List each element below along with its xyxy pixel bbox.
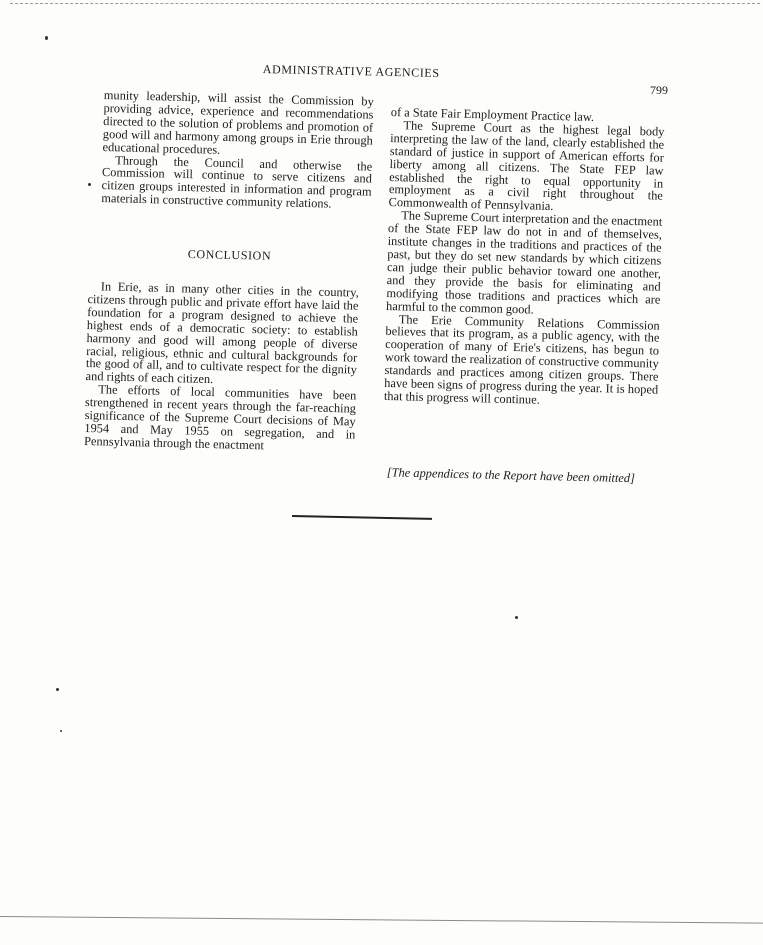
left-column-top [101,89,374,212]
end-rule [292,515,432,520]
page-number: 799 [650,83,668,97]
paragraph: The Supreme Court as the highest legal body interpreting the law of the land, clearly established the standard of justice in support of American efforts for liberty among all citizens. The State FEP law established the right to equal opportunity in employment as a civil right throughout the Commonwealth of Pennsylvania. [388,118,665,214]
right-column [384,106,665,409]
scan-speck [515,616,518,619]
section-heading: CONCLUSION [187,247,272,263]
paragraph: The efforts of local communities have been strengthened in recent years through the far-reaching significance of the Supreme Court decisions of May 1954 and May 1955 on segregation, and in Pennsylvania through the enactment [83,382,357,453]
paragraph: Through the Council and otherwise the Commission will continue to serve citizens and citizen groups interested in information and program materials in constructive community relations. [101,152,373,211]
paragraph: In Erie, as in many other cities in the country, citizens through public and private effort have laid the foundation for a program designed to achieve the highest ends of a democratic society: to establish harmony and good will among people of diverse racial, religious, ethnic and cultural backgrounds for the good of all, and to cultivate respect for the dignity and rights of each citizen. [85,279,359,387]
scan-speck [45,36,48,40]
scan-edge-dashed-line [10,3,760,4]
scan-speck [60,730,62,732]
scan-speck [56,688,59,691]
paragraph: The Erie Community Relations Commission believes that its program, as a public agency, with the cooperation of many of Erie's citizens, has begun to work toward the realization of constructive community standards and practices among citizen groups. There have been signs of progress during the year. It is hoped that this progress will continue. [383,311,660,407]
paragraph: of a State Fair Employment Practice law. [390,105,595,124]
running-title: ADMINISTRATIVE AGENCIES [262,62,440,81]
scan-bottom-edge [0,916,763,924]
left-column-bottom [84,280,359,454]
paragraph: munity leadership, will assist the Commission by providing advice, experience and recommendations directed to the solution of problems and promotion of good will and harmony among groups in Erie through educational procedures. [102,88,374,157]
paragraph: The Supreme Court interpretation and the enactment of the State FEP law do not in and of themselves, institute changes in the traditions and practices of the past, but they do set new standards by which citizens can judge their public behavior toward one another, and they provide the basis for eliminating and modifying those traditions and practices which are harmful to the common good. [385,208,663,317]
editorial-note: [The appendices to the Report have been omitted] [386,465,636,486]
scan-speck [88,183,91,186]
